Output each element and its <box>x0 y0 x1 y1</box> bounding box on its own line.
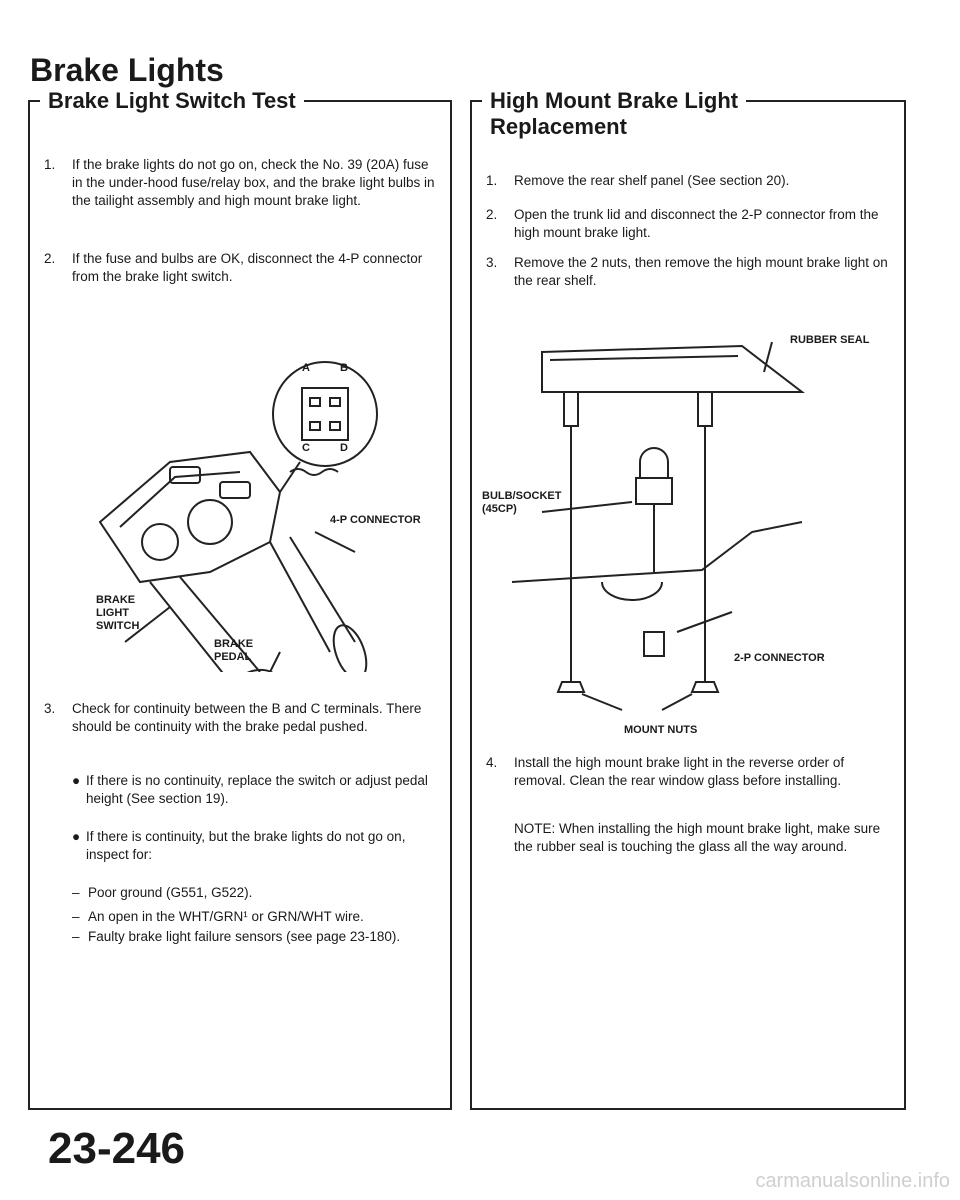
bullet-continuity: ● If there is continuity, but the brake lights do not go on, inspect for: <box>72 829 406 862</box>
step-3: 3. Remove the 2 nuts, then remove the high mount brake light on the rear shelf. <box>486 255 888 288</box>
section-title-switch-test: Brake Light Switch Test <box>40 88 304 114</box>
terminal-b-label: B <box>340 362 348 374</box>
step-1: 1. Remove the rear shelf panel (See section 20). <box>486 173 790 188</box>
terminal-c-label: C <box>302 442 310 454</box>
high-mount-light-illustration <box>502 332 882 712</box>
rubber-seal-label: RUBBER SEAL <box>790 334 870 346</box>
terminal-a-label: A <box>302 362 310 374</box>
page-number: 23-246 <box>48 1124 186 1173</box>
section-high-mount-replacement <box>470 88 906 1110</box>
step-3: 3. Check for continuity between the B and C terminals. There should be continuity with the brake pedal pushed. <box>44 701 422 734</box>
connector-4p-label: 4-P CONNECTOR <box>330 514 421 526</box>
page-title: Brake Lights <box>30 52 224 88</box>
mount-nuts-label: MOUNT NUTS <box>624 724 698 736</box>
bulb-socket-label: BULB/SOCKET (45CP) <box>482 490 562 515</box>
terminal-d-label: D <box>340 442 348 454</box>
dash-open-wire: – An open in the WHT/GRN¹ or GRN/WHT wire. <box>72 909 364 924</box>
brake-light-switch-label: BRAKE LIGHT SWITCH <box>96 594 140 632</box>
dash-poor-ground: – Poor ground (G551, G522). <box>72 885 253 900</box>
section-brake-light-switch-test <box>28 88 452 1110</box>
connector-2p-label: 2-P CONNECTOR <box>734 652 825 664</box>
brake-pedal-label: BRAKE PEDAL <box>214 638 254 663</box>
section-title-high-mount: High Mount Brake Light Replacement <box>482 88 746 140</box>
note: NOTE: When installing the high mount brake light, make sure the rubber seal is touching the glass all the way around. <box>514 821 881 854</box>
step-1: 1. If the brake lights do not go on, check the No. 39 (20A) fuse in the under-hood fuse/relay box, and the brake light bulbs in the tailight assembly and high mount brake light. <box>44 157 435 208</box>
step-2: 2. If the fuse and bulbs are OK, disconnect the 4-P connector from the brake light switch. <box>44 251 423 284</box>
dash-faulty-sensors: – Faulty brake light failure sensors (see page 23-180). <box>72 929 401 944</box>
bullet-no-continuity: ● If there is no continuity, replace the switch or adjust pedal height (See section 19). <box>72 773 428 806</box>
watermark: carmanualsonline.info <box>755 1170 950 1192</box>
step-2: 2. Open the trunk lid and disconnect the 2-P connector from the high mount brake light. <box>486 207 879 240</box>
step-4: 4. Install the high mount brake light in the reverse order of removal. Clean the rear window glass before installing. <box>486 755 845 788</box>
